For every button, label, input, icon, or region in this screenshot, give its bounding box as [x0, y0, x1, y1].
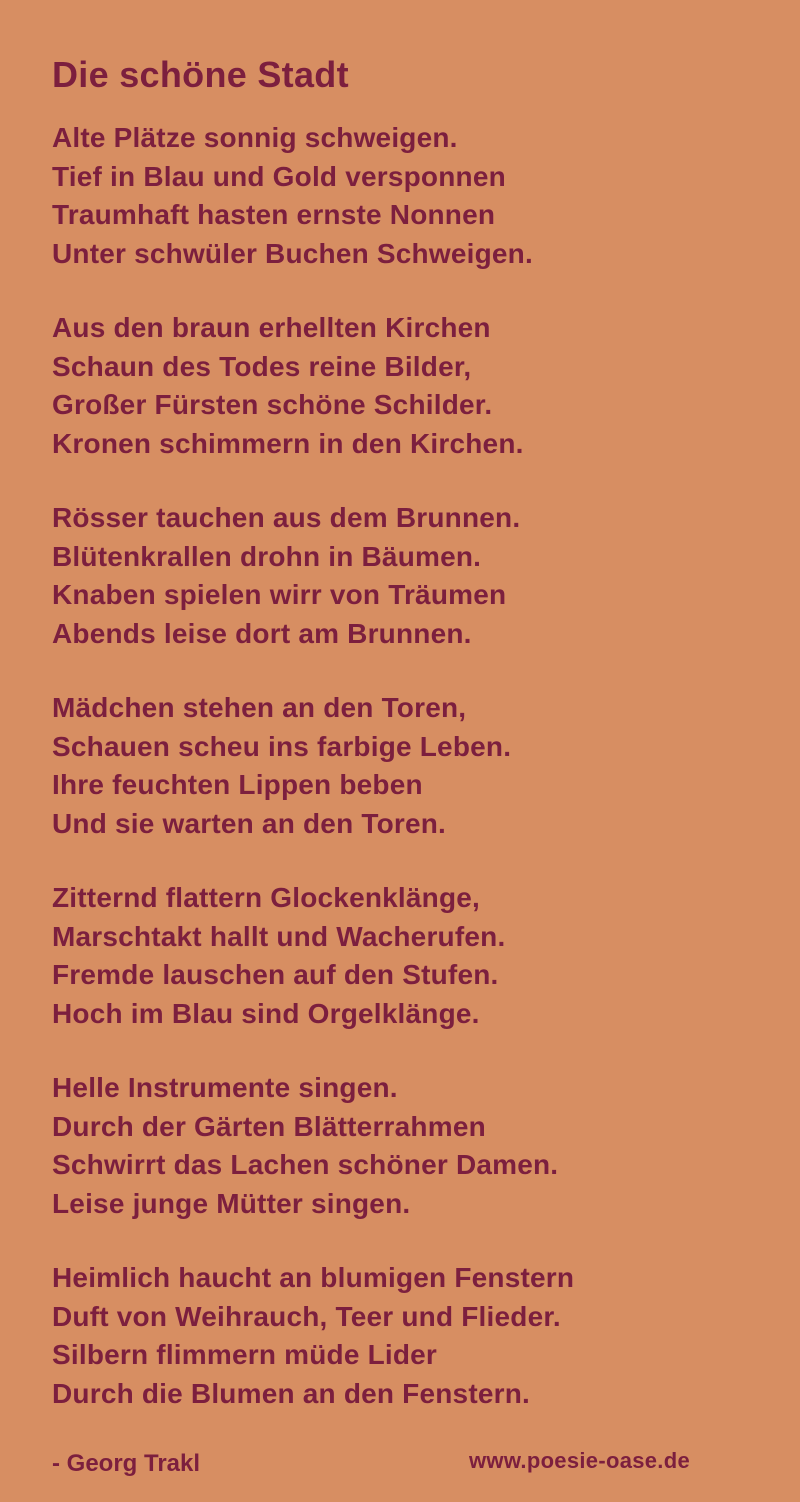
poem-line: Rösser tauchen aus dem Brunnen.	[52, 502, 521, 533]
poem-line: Duft von Weihrauch, Teer und Flieder.	[52, 1300, 561, 1332]
stanza-1	[52, 119, 760, 273]
poem-title: Die schöne Stadt	[52, 54, 349, 95]
poem-line: Alte Plätze sonnig schweigen.	[52, 122, 458, 153]
stanza-3	[52, 499, 760, 653]
stanza-5	[52, 879, 760, 1033]
stanza-7	[52, 1259, 760, 1413]
poem-line: Leise junge Mütter singen.	[52, 1187, 411, 1219]
poem-line: Blütenkrallen drohn in Bäumen.	[52, 540, 482, 572]
poem-line: Zitternd flattern Glockenklänge,	[52, 882, 481, 913]
poem-line: Kronen schimmern in den Kirchen.	[52, 427, 524, 459]
poem-line: Hoch im Blau sind Orgelklänge.	[52, 997, 480, 1029]
poem-line: Abends leise dort am Brunnen.	[52, 617, 472, 649]
poem-line: Marschtakt hallt und Wacherufen.	[52, 920, 506, 952]
website-link[interactable]: www.poesie-oase.de	[469, 1448, 690, 1473]
poem-line: Tief in Blau und Gold versponnen	[52, 160, 506, 192]
poem-line: Fremde lauschen auf den Stufen.	[52, 959, 499, 990]
poem-line: Schwirrt das Lachen schöner Damen.	[52, 1149, 559, 1180]
poem-line: Und sie warten an den Toren.	[52, 807, 447, 839]
poem-line: Helle Instrumente singen.	[52, 1072, 398, 1103]
poem-line: Ihre feuchten Lippen beben	[52, 769, 423, 800]
poem-line: Durch die Blumen an den Fenstern.	[52, 1377, 531, 1409]
poem-line: Schaun des Todes reine Bilder,	[52, 350, 472, 382]
stanza-2	[52, 309, 760, 463]
stanza-6	[52, 1069, 760, 1223]
poem-line: Knaben spielen wirr von Träumen	[52, 579, 507, 610]
poem-line: Durch der Gärten Blätterrahmen	[52, 1110, 486, 1142]
poem-line: Schauen scheu ins farbige Leben.	[52, 730, 512, 762]
poem-line: Traumhaft hasten ernste Nonnen	[52, 199, 496, 230]
stanza-4	[52, 689, 760, 843]
poem-line: Großer Fürsten schöne Schilder.	[52, 389, 493, 420]
poem-author: - Georg Trakl	[52, 1450, 201, 1477]
poem-line: Silbern flimmern müde Lider	[52, 1339, 438, 1370]
poem-line: Unter schwüler Buchen Schweigen.	[52, 237, 533, 269]
poem-line: Heimlich haucht an blumigen Fenstern	[52, 1262, 575, 1293]
poem-line: Aus den braun erhellten Kirchen	[52, 312, 491, 343]
poem-line: Mädchen stehen an den Toren,	[52, 692, 467, 723]
